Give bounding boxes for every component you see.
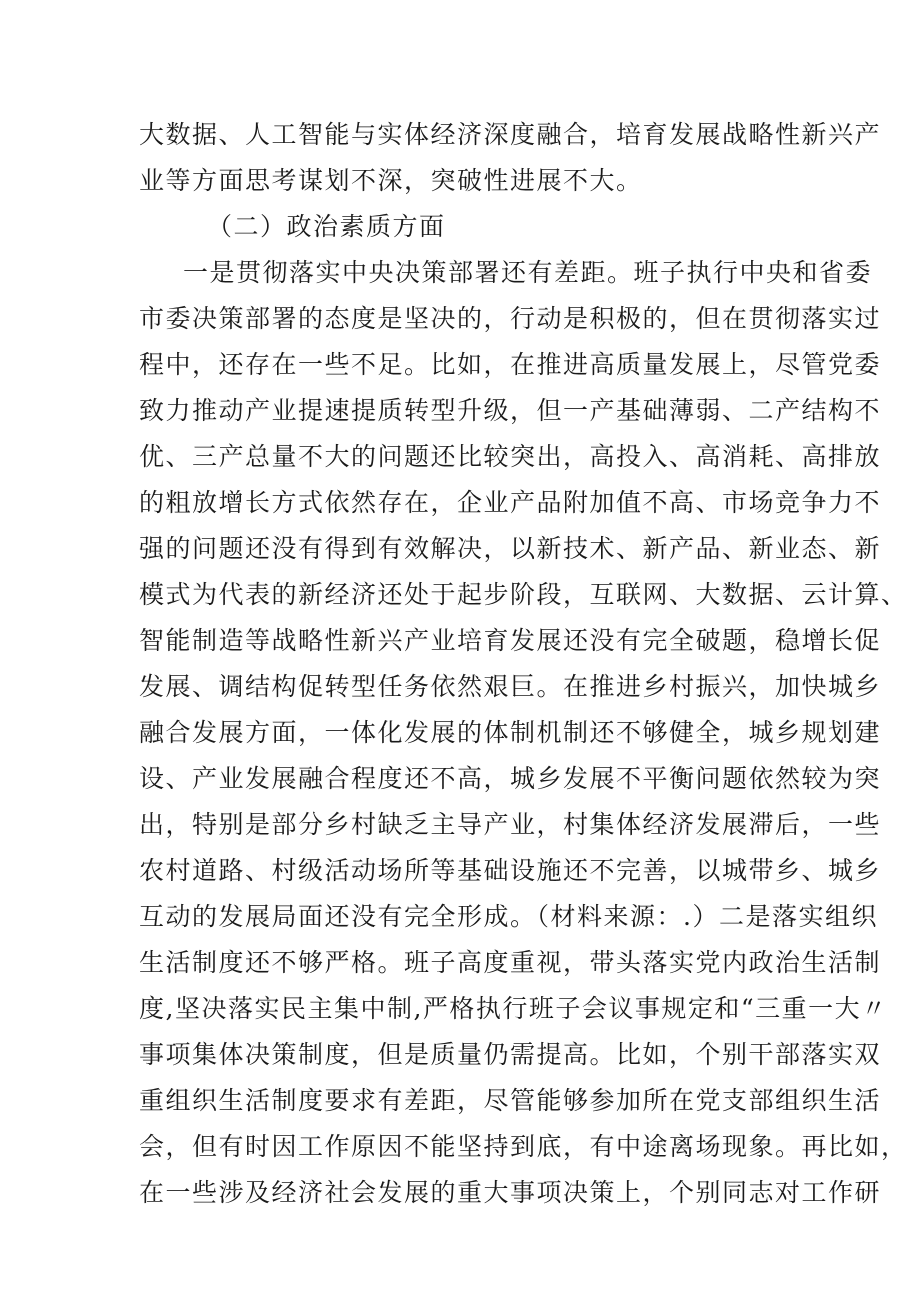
- paragraph-line: 度,坚决落实民主集中制,严格执行班子会议事规定和“三重一大〃: [139, 994, 888, 1023]
- paragraph-line: 重组织生活制度要求有差距，尽管能够参加所在党支部组织生活: [139, 1086, 882, 1115]
- paragraph-line: 事项集体决策制度，但是质量仍需提高。比如，个别干部落实双: [139, 1040, 882, 1069]
- paragraph-line: 智能制造等战略性新兴产业培育发展还没有完全破题，稳增长促: [139, 626, 882, 655]
- paragraph-line: 融合发展方面，一体化发展的体制机制还不够健全，城乡规划建: [139, 718, 882, 747]
- section-heading: （二）政治素质方面: [207, 212, 446, 241]
- paragraph-line: 出，特别是部分乡村缺乏主导产业，村集体经济发展滞后，一些: [139, 810, 882, 839]
- paragraph-line: 在一些涉及经济社会发展的重大事项决策上，个别同志对工作研: [139, 1178, 882, 1207]
- paragraph-line: 一是贯彻落实中央决策部署还有差距。班子执行中央和省委: [183, 258, 873, 287]
- paragraph-line: 模式为代表的新经济还处于起步阶段，互联网、大数据、云计算、: [139, 580, 908, 609]
- paragraph-line: 市委决策部署的态度是坚决的，行动是积极的，但在贯彻落实过: [139, 304, 882, 333]
- paragraph-line: 业等方面思考谋划不深，突破性进展不大。: [139, 166, 643, 195]
- paragraph-line: 互动的发展局面还没有完全形成。（材料来源：.）二是落实组织: [139, 902, 878, 931]
- paragraph-line: 会，但有时因工作原因不能坚持到底，有中途离场现象。再比如，: [139, 1132, 908, 1161]
- paragraph-line: 生活制度还不够严格。班子高度重视，带头落实党内政治生活制: [139, 948, 882, 977]
- paragraph-line: 优、三产总量不大的问题还比较突出，高投入、高消耗、高排放: [139, 442, 882, 471]
- paragraph-line: 设、产业发展融合程度还不高，城乡发展不平衡问题依然较为突: [139, 764, 882, 793]
- paragraph-line: 的粗放增长方式依然存在，企业产品附加值不高、市场竞争力不: [139, 488, 882, 517]
- paragraph-line: 强的问题还没有得到有效解决，以新技术、新产品、新业态、新: [139, 534, 882, 563]
- paragraph-line: 程中，还存在一些不足。比如，在推进高质量发展上，尽管党委: [139, 350, 882, 379]
- paragraph-line: 发展、调结构促转型任务依然艰巨。在推进乡村振兴，加快城乡: [139, 672, 882, 701]
- paragraph-line: 大数据、人工智能与实体经济深度融合，培育发展战略性新兴产: [139, 120, 882, 149]
- paragraph-line: 农村道路、村级活动场所等基础设施还不完善，以城带乡、城乡: [139, 856, 882, 885]
- paragraph-line: 致力推动产业提速提质转型升级，但一产基础薄弱、二产结构不: [139, 396, 882, 425]
